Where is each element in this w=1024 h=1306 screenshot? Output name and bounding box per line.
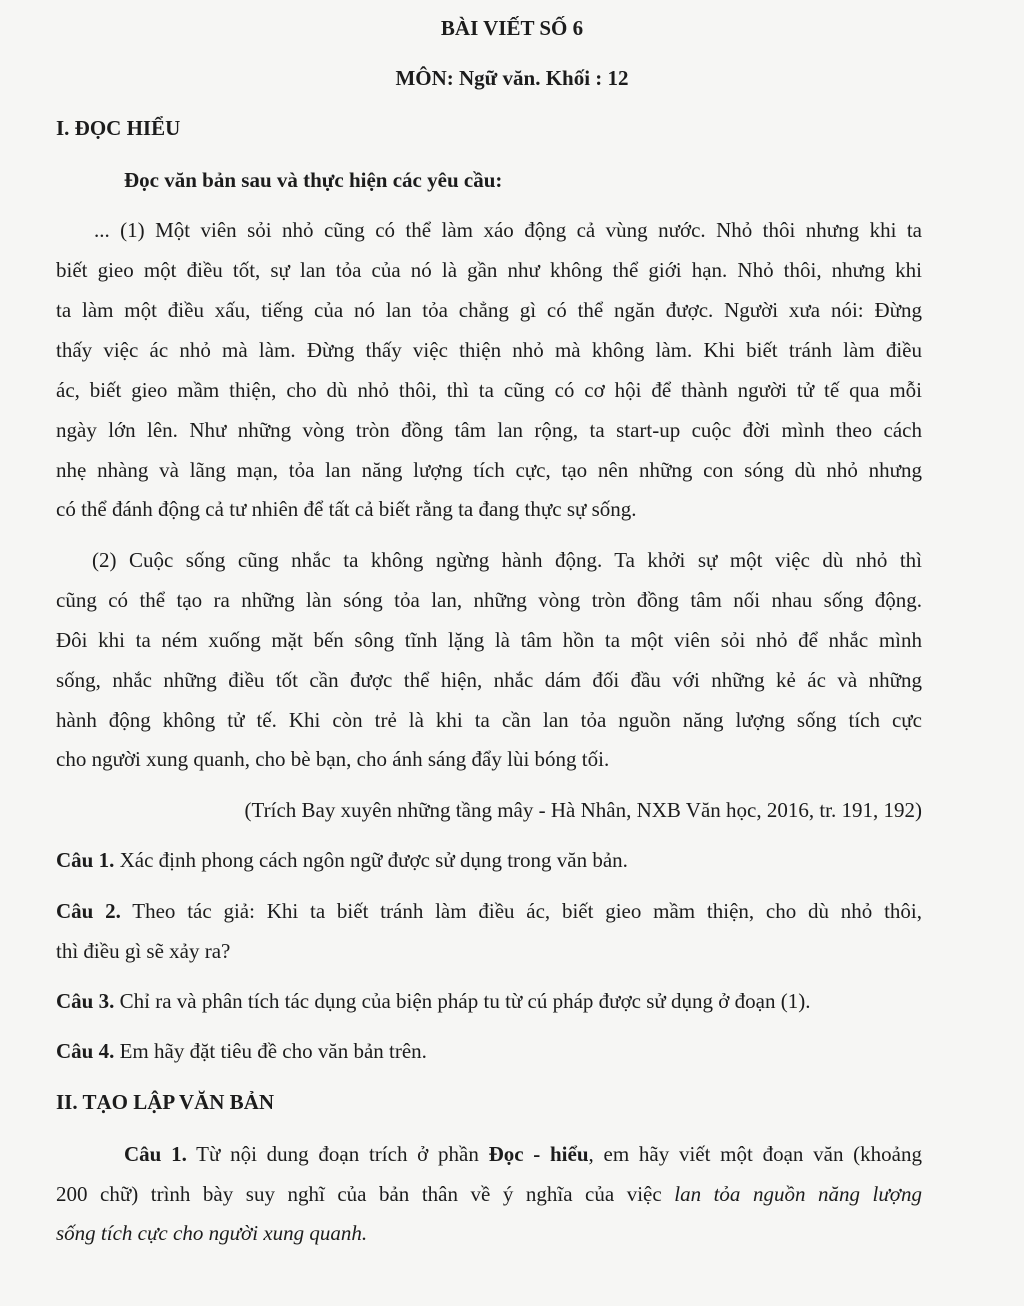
question-text: , em hãy viết một đoạn văn (khoảng bbox=[588, 1142, 922, 1166]
question-2-continued: thì điều gì sẽ xảy ra? bbox=[56, 939, 231, 963]
question-text: Theo tác giả: Khi ta biết tránh làm điều ác, biết gieo mầm thiện, cho dù nhỏ thôi, bbox=[120, 899, 922, 923]
question-1 bbox=[56, 850, 628, 871]
paragraph-2-line: Đôi khi ta ném xuống mặt bến sông tĩnh lặng là tâm hồn ta một viên sỏi nhỏ để nhắc mình bbox=[56, 628, 922, 652]
paragraph-2-line: hành động không tử tế. Khi còn trẻ là khi ta cần lan tỏa nguồn năng lượng sống tích cực bbox=[56, 708, 922, 732]
reading-instruction: Đọc văn bản sau và thực hiện các yêu cầu: bbox=[124, 168, 503, 192]
question-label: Câu 4. bbox=[56, 1039, 115, 1063]
question-4 bbox=[56, 1041, 427, 1062]
document-subtitle: MÔN: Ngữ văn. Khối : 12 bbox=[395, 66, 629, 90]
question-label: Câu 1. bbox=[124, 1142, 187, 1166]
question-text: Chỉ ra và phân tích tác dụng của biện pháp tu từ cú pháp được sử dụng ở đoạn (1). bbox=[114, 989, 811, 1013]
section-heading-reading: I. ĐỌC HIỂU bbox=[56, 116, 181, 140]
question-text: Xác định phong cách ngôn ngữ được sử dụng trong văn bản. bbox=[114, 848, 628, 872]
question-label: Câu 2. bbox=[56, 899, 121, 923]
question-label: Câu 3. bbox=[56, 989, 115, 1013]
document-title: BÀI VIẾT SỐ 6 bbox=[440, 16, 584, 40]
writing-question-1 bbox=[124, 1144, 922, 1165]
paragraph-2-line: sống, nhắc những điều tốt cần được thể hiện, nhắc dám đối đầu với những kẻ ác và những bbox=[56, 668, 922, 692]
writing-question-1-line-3: sống tích cực cho người xung quanh. bbox=[56, 1221, 368, 1245]
question-label: Câu 1. bbox=[56, 848, 115, 872]
section-heading-writing: II. TẠO LẬP VĂN BẢN bbox=[56, 1090, 275, 1114]
paragraph-1-line: có thể đánh động cả tư nhiên để tất cả biết rằng ta đang thực sự sống. bbox=[56, 497, 637, 521]
paragraph-2-line: cũng có thể tạo ra những làn sóng tỏa lan, những vòng tròn đồng tâm nối nhau sống động. bbox=[56, 588, 922, 612]
writing-question-1-line-2 bbox=[56, 1184, 922, 1205]
paragraph-1-line: ta làm một điều xấu, tiếng của nó lan tỏa chẳng gì có thể ngăn được. Người xưa nói: Đừng bbox=[56, 298, 922, 322]
paragraph-1-line: ác, biết gieo mầm thiện, cho dù nhỏ thôi, thì ta cũng có cơ hội để thành người tử tế qua mỗi bbox=[56, 378, 922, 402]
paragraph-2-line: cho người xung quanh, cho bè bạn, cho ánh sáng đẩy lùi bóng tối. bbox=[56, 747, 610, 771]
paragraph-2-line: (2) Cuộc sống cũng nhắc ta không ngừng hành động. Ta khởi sự một việc dù nhỏ thì bbox=[92, 548, 922, 572]
paragraph-1-line: biết gieo một điều tốt, sự lan tỏa của nó là gần như không thể giới hạn. Nhỏ thôi, nhưng khi bbox=[56, 258, 922, 282]
paragraph-1-line: ngày lớn lên. Như những vòng tròn đồng tâm lan rộng, ta start-up cuộc đời mình theo cách bbox=[56, 418, 922, 442]
question-3 bbox=[56, 991, 810, 1012]
question-text: 200 chữ) trình bày suy nghĩ của bản thân về ý nghĩa của việc bbox=[56, 1182, 675, 1206]
paragraph-1-line: thấy việc ác nhỏ mà làm. Đừng thấy việc thiện nhỏ mà không làm. Khi biết tránh làm điều bbox=[56, 338, 922, 362]
paragraph-1-line: nhẹ nhàng và lãng mạn, tỏa lan năng lượng tích cực, tạo nên những con sóng dù nhỏ nhưng bbox=[56, 458, 922, 482]
paragraph-1-line: ... (1) Một viên sỏi nhỏ cũng có thể làm xáo động cả vùng nước. Nhỏ thôi nhưng khi ta bbox=[94, 218, 922, 242]
question-emphasis: Đọc - hiểu bbox=[488, 1142, 589, 1166]
question-2 bbox=[56, 901, 922, 922]
source-citation: (Trích Bay xuyên những tầng mây - Hà Nhân, NXB Văn học, 2016, tr. 191, 192) bbox=[244, 798, 922, 822]
question-text: Em hãy đặt tiêu đề cho văn bản trên. bbox=[114, 1039, 427, 1063]
question-text: Từ nội dung đoạn trích ở phần bbox=[186, 1142, 489, 1166]
question-italic: lan tỏa nguồn năng lượng bbox=[674, 1182, 922, 1206]
